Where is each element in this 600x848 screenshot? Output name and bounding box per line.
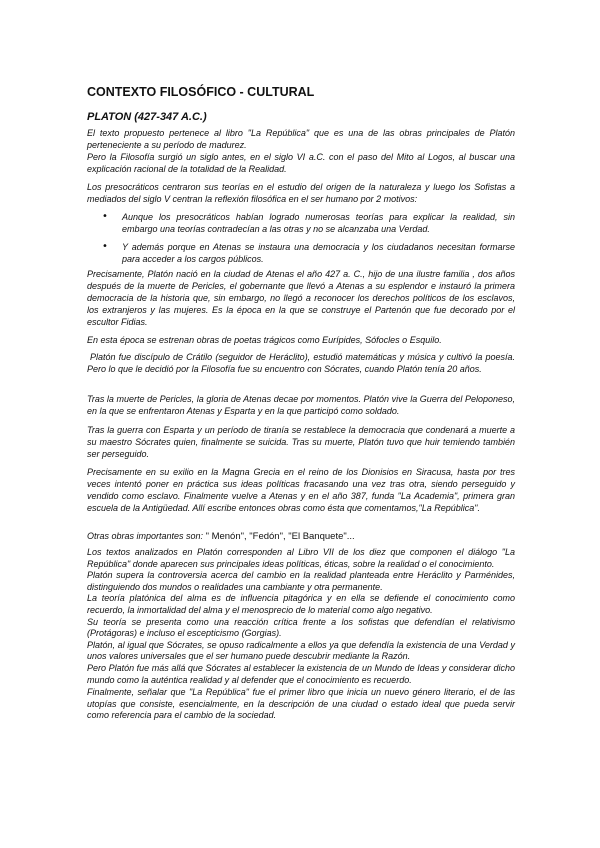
page-title: CONTEXTO FILOSÓFICO - CULTURAL (87, 85, 315, 99)
analysis-paragraph: Los textos analizados en Platón corresponden al Libro VII de los diez que componen el diálogo "La República" donde aparecen sus principales ideas políticas, éticas, sobre la realidad o el conocimiento. (87, 547, 515, 569)
bullet-icon (102, 211, 108, 223)
paragraph-exilio: Precisamente en su exilio en la Magna Grecia en el reino de los Dionisios en Siracusa, hasta por tres veces intentó poner en práctica sus ideas políticas fracasando una vez tras otra, siendo perseguido y vendido como esclavo. Finalmente vuelve a Atenas y en el año 387, funda "La Academia", primera gran escuela de la Antigüedad. Allí escribe entonces obras como ésta que comentamos,"La República". (87, 467, 515, 513)
paragraph-discipulo: Platón fue discípulo de Crátilo (seguidor de Heráclito), estudió matemáticas y música y cultivó la poesía. Pero lo que le decidió por la Filosofía fue su encuentro con Sócrates, cuando Platón tenía 20 años. (87, 352, 515, 374)
analysis-paragraph: Finalmente, señalar que "La República" fue el primer libro que inicia un nuevo género literario, el de las utopías que consiste, esencialmente, en la descripción de una ciudad o estado ideal que pueda servir como referencia para el cambio de la sociedad. (87, 687, 515, 721)
paragraph-intro-1: El texto propuesto pertenece al libro "La República" que es una de las obras principales de Platón perteneciente a su período de madurez. (87, 128, 515, 150)
analysis-paragraph: Su teoría se presenta como una reacción crítica frente a los sofistas que defendían el relativismo (Protágoras) e incluso el escepticismo (Gorgias). (87, 616, 515, 639)
paragraph-esparta: Tras la guerra con Esparta y un período de tiranía se restablece la democracia que condenará a muerte a su maestro Sócrates quien, finalmente se suicida. Tras su muerte, Platón tuvo que huir temiendo también ser perseguido. (87, 425, 515, 459)
paragraph-presocraticos: Los presocráticos centraron sus teorías en el estudio del origen de la naturaleza y luego los Sofistas a mediados del siglo V centran la reflexión filosófica en el ser humano por 2 motivos: (87, 182, 515, 204)
bullet-icon (102, 241, 108, 253)
paragraph-poetas: En esta época se estrenan obras de poetas trágicos como Eurípides, Sófocles o Esquilo. (87, 335, 442, 345)
analysis-paragraph: Platón, al igual que Sócrates, se opuso radicalmente a ellos ya que defendía la existencia de una Verdad y unos valores universales que el ser humano puede descubrir mediante la Razón. (87, 639, 515, 662)
bullet-item-1: Aunque los presocráticos habían logrado numerosas teorías para explicar la realidad, sin embargo una teorías contradecían a las otras y no se alcanzaba una Verdad. (122, 212, 515, 234)
analysis-paragraph: Pero Platón fue más allá que Sócrates al establecer la existencia de un Mundo de Ideas y considerar dicho mundo como la auténtica realidad y al defender que el conocimiento es recuerdo. (87, 662, 515, 685)
section-subtitle: PLATON (427-347 A.C.) (87, 111, 207, 123)
paragraph-peloponeso: Tras la muerte de Pericles, la gloria de Atenas decae por momentos. Platón vive la Guerra del Peloponeso, en la que se enfrentaron Atenas y Esparta y en la que participó como soldado. (87, 394, 515, 416)
paragraph-intro-2: Pero la Filosofía surgió un siglo antes, en el siglo VI a.C. con el paso del Mito al Logos, al buscar una explicación racional de la totalidad de la Realidad. (87, 152, 515, 174)
bullet-item-2: Y además porque en Atenas se instaura una democracia y los ciudadanos necesitan formarse para acceder a los cargos públicos. (122, 242, 515, 264)
analysis-paragraph: Platón supera la controversia acerca del cambio en la realidad planteada entre Heráclito y Parménides, distinguiendo dos mundos o realidades una cambiante y otra permanente. (87, 570, 515, 592)
analysis-paragraph: La teoría platónica del alma es de influencia pitagórica y en ella se defiende el conocimiento como recuerdo, la inmortalidad del alma y el menosprecio de lo material como algo negativo. (87, 593, 515, 615)
paragraph-obras (87, 530, 515, 543)
obras-titles: " Menón", "Fedón", "El Banquete"... (205, 531, 355, 542)
obras-label: Otras obras importantes son: (87, 531, 206, 541)
paragraph-nacimiento: Precisamente, Platón nació en la ciudad de Atenas el año 427 a. C., hijo de una ilustre familia , dos años después de la muerte de Pericles, el gobernante que llevó a Atenas a su esplendor e instauró la primera democracia de la historia que, sin embargo, no llegó a reconocer los derechos políticos de los esclavos, los extranjeros y las mujeres. Es la época en la que se construye el Partenón que fue decorado por el escultor Fidias. (87, 269, 515, 327)
analysis-block (87, 547, 515, 722)
